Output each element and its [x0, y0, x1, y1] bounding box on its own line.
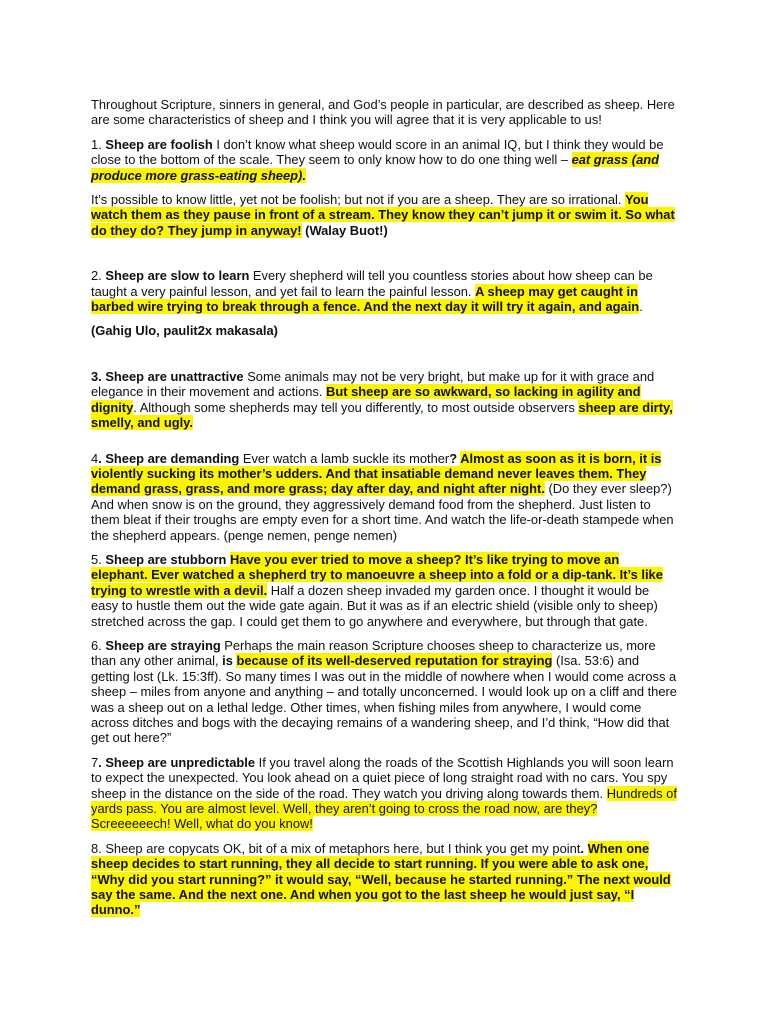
section-slow-to-learn: 2. Sheep are slow to learn Every shepherd will tell you countless stories about how sheep can be taught a very painful lesson, and yet fail to learn the painful lesson. A sheep may get caught in barbed wire trying to break through a fence. And the next day it will try it again, and again. [91, 268, 653, 315]
highlighted-text: Almost as soon as it is born, it is violently sucking its mother’s udders. And that insatiable demand never leaves them. They demand grass, grass, and more grass; day after day, and night after night. [91, 450, 662, 497]
highlighted-text: Have you ever tried to move a sheep? It’s like trying to move an elephant. Ever watched a shepherd try to manoeuvre a sheep into a fold or a dip-tank. It’s like trying to wrestle with a devil. [91, 551, 663, 598]
highlighted-text: because of its well-deserved reputation for straying [236, 653, 553, 669]
section-slow-note: (Gahig Ulo, paulit2x makasala) [91, 323, 278, 339]
section-copycats: 8. Sheep are copycats OK, bit of a mix of metaphors here, but I think you get my point. When one sheep decides to start running, they all decide to start running. If you were able to ask one, “Why did you start running?” it would say, “Well, because he started running.” The next would say the same. And the next one. And when you got to the last sheep he would just say, “I dunno.” [91, 840, 671, 918]
highlighted-text: You watch them as they pause in front of a stream. They know they can’t jump it or swim it. So what do they do? They jump in anyway! [91, 192, 675, 238]
section-demanding: 4. Sheep are demanding Ever watch a lamb suckle its mother? Almost as soon as it is born, it is violently sucking its mother’s udders. And that insatiable demand never leaves them. They demand grass, grass, and more grass; day after day, and night after night. (Do they ever sleep?) And when snow is on the ground, they aggressively demand food from the shepherd. Just listen to them bleat if their troughs are empty even for a short time. And watch the life-or-death stampede when the shepherd appears. (penge nemen, penge nemen) [91, 450, 674, 543]
section-heading: 3. Sheep are unattractive [91, 368, 244, 384]
section-heading: Sheep are straying [105, 637, 221, 653]
highlighted-text: When one sheep decides to start running, they all decide to start running. If you were able to ask one, “Why did you start running?” it would say, “Well, because he started running.” The next would say the same. And the next one. And when you got to the last sheep he would just say, “I dunno.” [91, 840, 671, 918]
highlighted-text: Hundreds of yards pass. You are almost level. Well, they aren’t going to cross the road now, are they? Screeeeeech! Well, what do you know! [91, 785, 677, 832]
highlighted-text: eat grass (and produce more grass-eating sheep). [91, 152, 659, 183]
section-heading: Sheep are stubborn [105, 551, 227, 567]
section-straying: 6. Sheep are straying Perhaps the main reason Scripture chooses sheep to characterize us, more than any other animal, is because of its well-deserved reputation for straying (Isa. 53:6) and getting lost (Lk. 15:3ff). So many times I was out in the middle of nowhere when I would come across a sheep – miles from anyone and anything – and totally unconcerned. I would look up on a cliff and there was a sheep out on a lethal ledge. Other times, when fishing miles from anywhere, I would come across ditches and bogs with the decaying remains of a wandering sheep, and I’d think, “How did that get out here?” [91, 637, 677, 746]
section-heading: . Sheep are demanding [98, 450, 240, 466]
intro-paragraph: Throughout Scripture, sinners in general, and God’s people in particular, are described as sheep. Here are some characteristics of sheep and I think you will agree that it is very applicable to us! [91, 97, 675, 128]
section-foolish: 1. Sheep are foolish I don’t know what sheep would score in an animal IQ, but I think they would be close to the bottom of the scale. They seem to only know how to do one thing well – eat grass (and produce more grass-eating sheep). [91, 136, 664, 183]
section-heading: Sheep are foolish [105, 136, 213, 152]
section-heading: . Sheep are unpredictable [98, 754, 256, 770]
section-heading: Sheep are slow to learn [105, 268, 250, 284]
section-stubborn: 5. Sheep are stubborn Have you ever tried to move a sheep? It’s like trying to move an elephant. Ever watched a shepherd try to manoeuvre a sheep into a fold or a dip-tank. It’s like trying to wrestle with a devil. Half a dozen sheep invaded my garden once. I thought it would be easy to hustle them out the wide gate again. But it was as if an electric shield (visible only to sheep) stretched across the gap. I could get them to go anywhere and everywhere, but through that gate. [91, 551, 663, 629]
highlighted-text: sheep are dirty, smelly, and ugly. [91, 399, 673, 431]
section-unattractive: 3. Sheep are unattractive Some animals may not be very bright, but make up for it with grace and elegance in their movement and actions. But sheep are so awkward, so lacking in agility and dignity. Although some shepherds may tell you differently, to most outside observers sheep are dirty, smelly, and ugly. [91, 368, 673, 431]
section-unpredictable: 7. Sheep are unpredictable If you travel along the roads of the Scottish Highlands you will soon learn to expect the unexpected. You look ahead on a quiet piece of long straight road with no cars. You spy sheep in the distance on the side of the road. They watch you driving along towards them. Hundreds of yards pass. You are almost level. Well, they aren’t going to cross the road now, are they? Screeeeeech! Well, what do you know! [91, 754, 677, 832]
highlighted-text: But sheep are so awkward, so lacking in agility and dignity [91, 384, 641, 415]
highlighted-text: A sheep may get caught in barbed wire trying to break through a fence. And the next day it will try it again, and again [91, 283, 640, 315]
section-foolish-continued: It’s possible to know little, yet not be foolish; but not if you are a sheep. They are so irrational. You watch them as they pause in front of a stream. They know they can’t jump it or swim it. So what do they do? They jump in anyway! (Walay Buot!) [91, 192, 675, 238]
